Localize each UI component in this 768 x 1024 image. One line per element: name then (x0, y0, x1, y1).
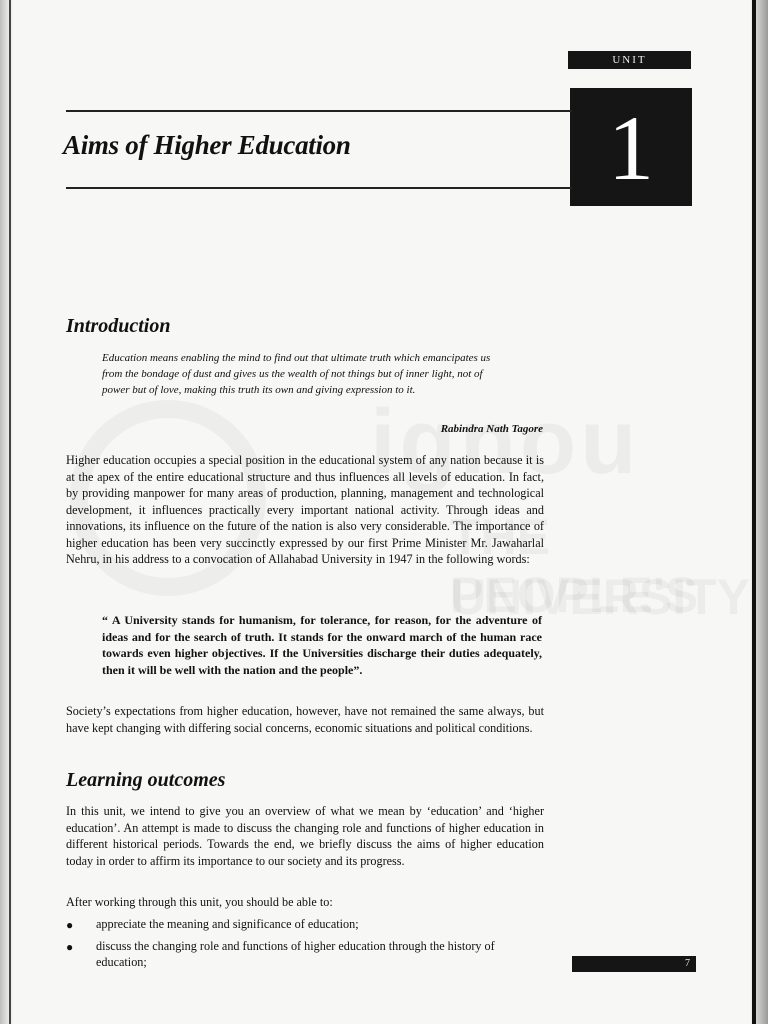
introduction-heading: Introduction (66, 315, 171, 337)
unit-number: 1 (570, 88, 692, 206)
page-left-border (9, 0, 11, 1024)
bullet-icon: ● (66, 939, 74, 954)
outcomes-list (66, 916, 546, 976)
list-item (66, 938, 546, 971)
list-item (66, 916, 546, 933)
page-number: 7 (572, 956, 696, 972)
intro-paragraph-2: Society’s expectations from higher education, however, have not remained the same always, but have kept changing with differing social concerns, economic situations and political conditions. (66, 704, 544, 735)
quote-author: Rabindra Nath Tagore (440, 423, 543, 435)
nehru-quote: “ A University stands for humanism, for tolerance, for reason, for the adventure of ideas and for the search of truth. It stands for the onward march of the human race towards even higher objectives. If the Universities discharge their duties adequately, then it will be well with the nation and the people”. (102, 613, 542, 677)
learning-outcomes-heading: Learning outcomes (66, 769, 226, 791)
outcomes-paragraph-2: After working through this unit, you should be able to: (66, 895, 333, 909)
intro-paragraph-1: Higher education occupies a special position in the educational system of any nation because it is at the apex of the entire educational structure and thus influences all levels of education. In fact, by providing manpower for many areas of production, planning, management and technological development, it influences practically every important national activity. Through ideas and innovations, its influence on the future of the nation is also very considerable. The importance of higher education has been very succinctly expressed by our first Prime Minister Mr. Jawaharlal Nehru, in his address to a convocation of Allahabad University in 1947 in the following words: (66, 453, 544, 566)
unit-label: UNIT (568, 51, 691, 69)
bullet-icon: ● (66, 918, 74, 932)
list-item-text: appreciate the meaning and significance of education; (96, 917, 359, 931)
tagore-quote: Education means enabling the mind to find out that ultimate truth which emancipates us from the bondage of dust and gives us the wealth of not things but of inner light, not of power but of love, making this truth its own and giving expression to it. (102, 352, 491, 396)
outcomes-paragraph-1: In this unit, we intend to give you an overview of what we mean by ‘education’ and ‘higher education’. An attempt is made to discuss the changing role and functions of higher education in different historical periods. Towards the end, we briefly discuss the aims of higher education today in order to affirm its importance to our society and its progress. (66, 804, 544, 868)
title-rule-top (66, 110, 572, 112)
title-rule-bottom (66, 187, 572, 189)
page-right-border (752, 0, 756, 1024)
list-item-text: discuss the changing role and functions of higher education through the history of education; (96, 938, 495, 969)
chapter-title: Aims of Higher Education (63, 130, 351, 160)
page-left-edge (0, 0, 14, 1024)
